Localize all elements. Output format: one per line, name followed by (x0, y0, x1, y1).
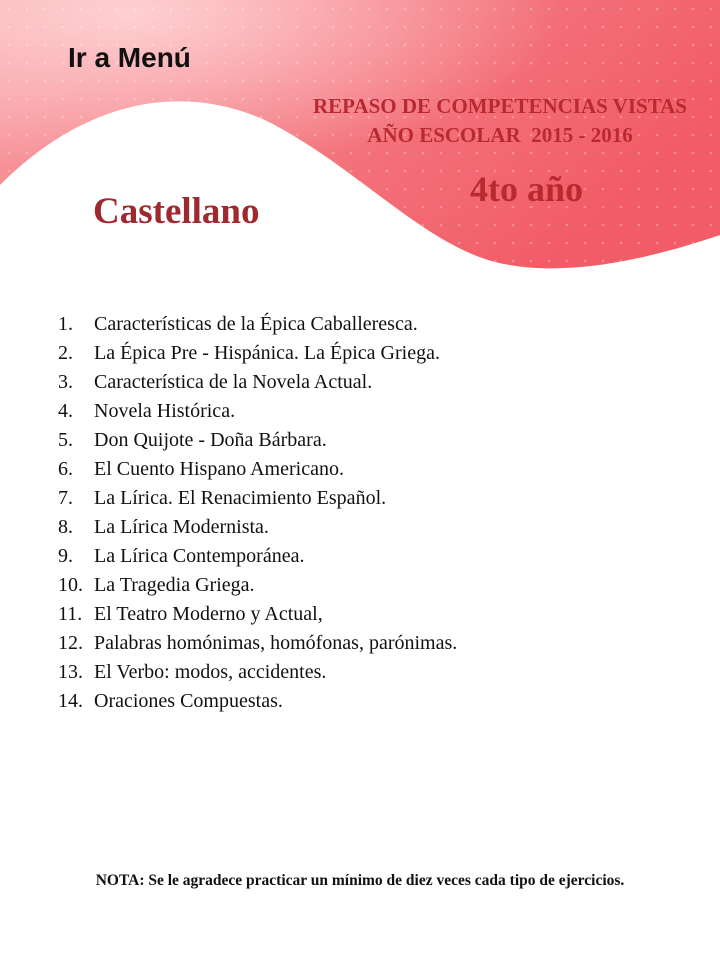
list-item-number: 4. (58, 400, 73, 422)
list-item (58, 571, 698, 600)
list-item-number: 5. (58, 429, 73, 451)
topics-list (58, 310, 698, 716)
list-item-text: La Tragedia Griega. (94, 574, 255, 596)
list-item (58, 484, 698, 513)
list-item-text: Características de la Épica Caballeresca. (94, 313, 418, 335)
list-item-text: El Teatro Moderno y Actual, (94, 603, 323, 625)
list-item (58, 368, 698, 397)
list-item-text: La Lírica Modernista. (94, 516, 269, 538)
list-item-number: 11. (58, 603, 83, 625)
subject-title: Castellano (93, 191, 260, 232)
list-item-number: 14. (58, 690, 83, 712)
list-item (58, 397, 698, 426)
list-item-text: El Verbo: modos, accidentes. (94, 661, 327, 683)
list-item (58, 513, 698, 542)
review-header (270, 92, 720, 150)
list-item (58, 455, 698, 484)
menu-link[interactable]: Ir a Menú (68, 42, 191, 73)
list-item (58, 542, 698, 571)
list-item-number: 8. (58, 516, 73, 538)
header-line-1: REPASO DE COMPETENCIAS VISTAS (313, 94, 687, 118)
grade-label: 4to año (470, 169, 584, 209)
list-item (58, 658, 698, 687)
list-item (58, 687, 698, 716)
list-item (58, 310, 698, 339)
list-item-number: 6. (58, 458, 73, 480)
list-item-number: 13. (58, 661, 83, 683)
header-line-2: AÑO ESCOLAR 2015 - 2016 (367, 123, 633, 147)
list-item-number: 2. (58, 342, 73, 364)
list-item-text: Oraciones Compuestas. (94, 690, 283, 712)
list-item-text: La Épica Pre - Hispánica. La Épica Griega. (94, 342, 440, 364)
list-item-text: La Lírica Contemporánea. (94, 545, 305, 567)
list-item-text: Palabras homónimas, homófonas, parónimas. (94, 632, 458, 654)
list-item-number: 12. (58, 632, 83, 654)
list-item-text: El Cuento Hispano Americano. (94, 458, 344, 480)
list-item-number: 9. (58, 545, 73, 567)
list-item (58, 629, 698, 658)
list-item-text: Novela Histórica. (94, 400, 236, 422)
practice-note: NOTA: Se le agradece practicar un mínimo de diez veces cada tipo de ejercicios. (95, 872, 625, 889)
list-item-number: 1. (58, 313, 73, 335)
list-item (58, 426, 698, 455)
list-item-text: Característica de la Novela Actual. (94, 371, 373, 393)
list-item (58, 339, 698, 368)
list-item-number: 7. (58, 487, 73, 509)
list-item-text: Don Quijote - Doña Bárbara. (94, 429, 327, 451)
list-item-text: La Lírica. El Renacimiento Español. (94, 487, 387, 509)
list-item (58, 600, 698, 629)
list-item-number: 3. (58, 371, 73, 393)
list-item-number: 10. (58, 574, 83, 596)
